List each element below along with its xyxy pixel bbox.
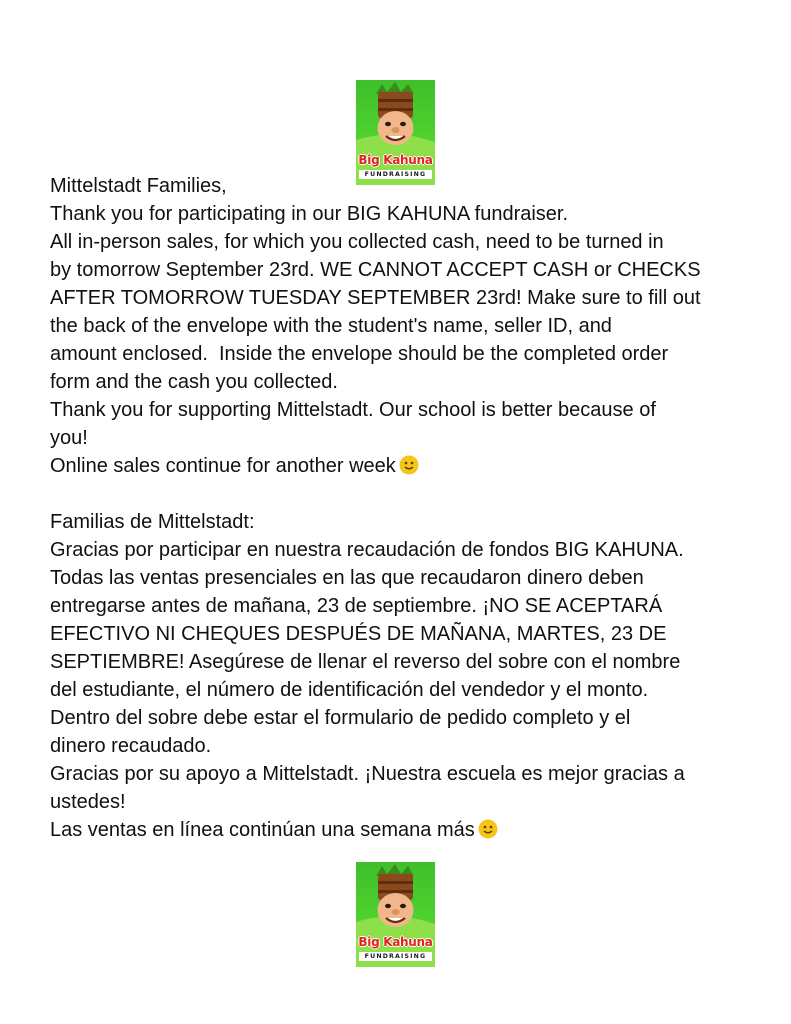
spanish-thanks-line: ustedes! — [50, 791, 126, 813]
spanish-paragraph-line: Dentro del sobre debe estar el formulario de pedido completo y el — [50, 707, 631, 729]
spanish-paragraph-line: Todas las ventas presenciales en las que recaudaron dinero deben — [50, 567, 644, 589]
english-paragraph-line: AFTER TOMORROW TUESDAY SEPTEMBER 23rd! Make sure to fill out — [50, 287, 701, 309]
smile-emoji-icon — [399, 455, 419, 475]
smile-emoji-icon — [478, 819, 498, 839]
english-online-text: Online sales continue for another week — [50, 455, 396, 477]
spanish-line1: Gracias por participar en nuestra recaudación de fondos BIG KAHUNA. — [50, 539, 684, 561]
english-paragraph-line: form and the cash you collected. — [50, 371, 338, 393]
spanish-paragraph-line: dinero recaudado. — [50, 735, 212, 757]
spanish-thanks-line: Gracias por su apoyo a Mittelstadt. ¡Nuestra escuela es mejor gracias a — [50, 763, 685, 785]
english-message — [50, 172, 750, 480]
english-paragraph-line: amount enclosed. Inside the envelope should be the completed order — [50, 343, 669, 365]
spanish-paragraph-line: del estudiante, el número de identificación del vendedor y el monto. — [50, 679, 649, 701]
spanish-message — [50, 508, 750, 844]
spanish-paragraph-line: entregarse antes de mañana, 23 de septiembre. ¡NO SE ACEPTARÁ — [50, 595, 663, 617]
english-thanks-line: you! — [50, 427, 88, 449]
english-line1: Thank you for participating in our BIG KAHUNA fundraiser. — [50, 203, 569, 225]
spanish-paragraph-line: EFECTIVO NI CHEQUES DESPUÉS DE MAÑANA, MARTES, 23 DE — [50, 623, 667, 645]
big-kahuna-logo-top — [356, 80, 435, 185]
english-paragraph-line: All in-person sales, for which you collected cash, need to be turned in — [50, 231, 664, 253]
english-thanks-line: Thank you for supporting Mittelstadt. Our school is better because of — [50, 399, 656, 421]
english-paragraph-line: by tomorrow September 23rd. WE CANNOT ACCEPT CASH or CHECKS — [50, 259, 701, 281]
logo-brand-text: Big Kahuna — [358, 153, 433, 167]
logo-sub-text: FUNDRAISING — [359, 952, 432, 961]
spanish-greeting: Familias de Mittelstadt: — [50, 511, 255, 533]
logo-sub-text: FUNDRAISING — [359, 170, 432, 179]
spanish-paragraph-line: SEPTIEMBRE! Asegúrese de llenar el reverso del sobre con el nombre — [50, 651, 681, 673]
big-kahuna-logo-bottom — [356, 862, 435, 967]
english-online-line — [50, 452, 750, 480]
logo-brand-text: Big Kahuna — [358, 935, 433, 949]
english-paragraph-line: the back of the envelope with the student's name, seller ID, and — [50, 315, 612, 337]
spanish-online-line — [50, 816, 750, 844]
english-greeting: Mittelstadt Families, — [50, 175, 227, 197]
spanish-online-text: Las ventas en línea continúan una semana más — [50, 819, 475, 841]
